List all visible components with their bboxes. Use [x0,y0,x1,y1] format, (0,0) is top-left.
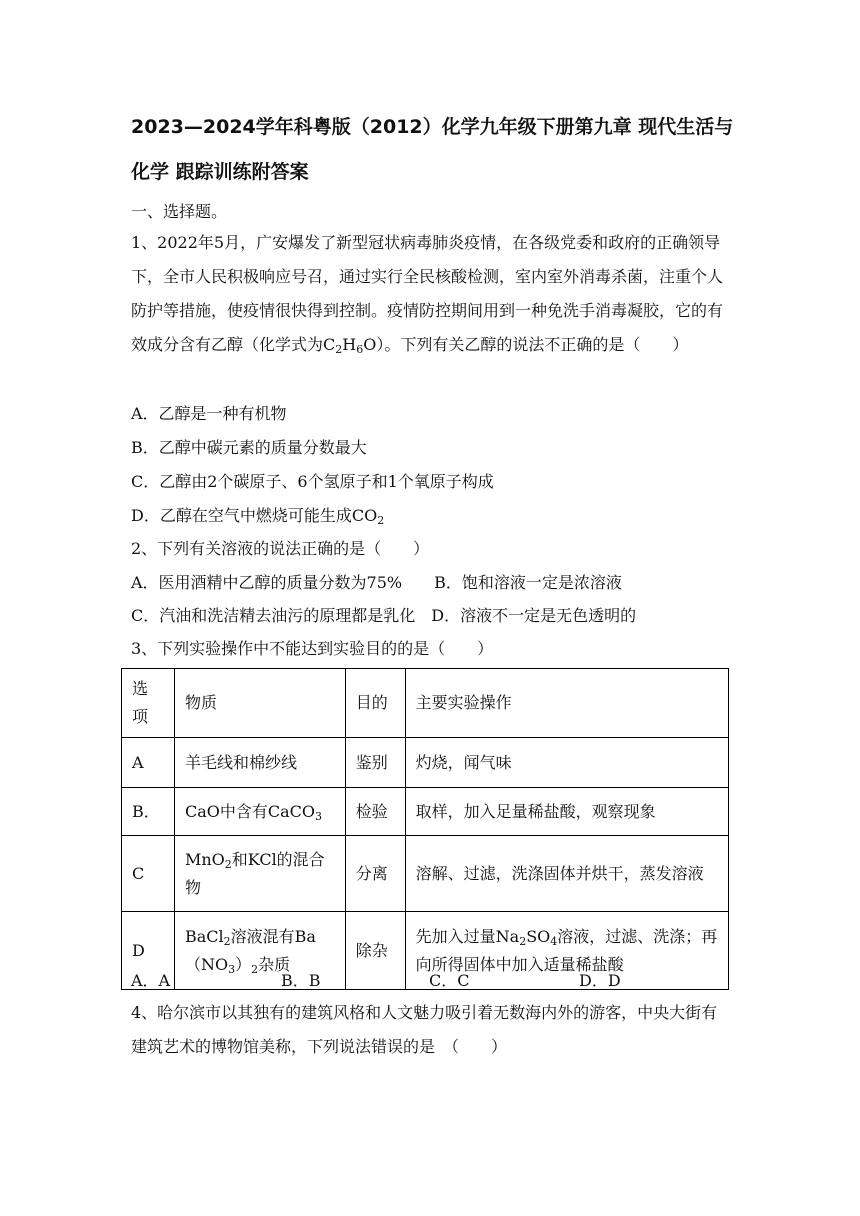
row-c-purpose: 分离 [345,836,405,912]
row-d-substance-a: BaCl [184,926,224,946]
q1-option-b: B．乙醇中碳元素的质量分数最大 [131,438,367,457]
table-row [122,788,729,836]
table-row [122,912,729,990]
q1-stem-part1: 1、2022年5月，广安爆发了新型冠状病毒肺炎疫情，在各级党委和政府的正确领导下，全市人民积极响应号召，通过实行全民核酸检测，室内室外消毒杀菌，注重个人防护等措施，使疫情很快得到控制。疫情防控期间用到一种免洗手消毒凝胶，它的有效成分含有乙醇（化学式为C [131,233,724,354]
row-d-substance-sub2: 3 [228,962,236,976]
document-title-line1: 2023—2024学年科粤版（2012）化学九年级下册第九章 现代生活与 [131,116,734,138]
q3-answer-d: D．D [579,971,621,990]
row-c-substance-sub: 2 [224,857,232,871]
row-c-option: C [122,836,175,912]
row-d-operation-b: SO [526,926,551,946]
row-b-purpose: 检验 [345,788,405,836]
q2-options-row2: C．汽油和洗洁精去油污的原理都是乳化 D．溶液不一定是无色透明的 [131,606,637,625]
q1-option-d-text: D．乙醇在空气中燃烧可能生成CO [131,506,378,525]
row-d-option: D [122,912,175,990]
document-title-line2: 化学 跟踪训练附答案 [131,161,309,183]
row-c-substance-b: 和KCl的混合物 [184,849,325,897]
row-d-operation-sub1: 2 [519,934,527,948]
row-d-purpose: 除杂 [345,912,405,990]
row-d-substance-sub1: 2 [223,934,231,948]
question-1-stem [131,226,731,362]
q1-sub-h: 6 [356,343,364,356]
row-d-substance-c: ） [235,954,252,974]
header-option: 选项 [122,669,175,738]
row-b-operation: 取样，加入足量稀盐酸，观察现象 [405,788,728,836]
row-c-substance-a: MnO [184,849,225,869]
row-d-operation-a: 先加入过量Na [415,926,520,946]
row-b-substance-sub: 3 [315,809,323,823]
row-d-substance-b: 溶液混有Ba（NO [184,926,316,974]
row-b-option: B． [122,788,175,836]
q1-option-d-sub: 2 [377,514,385,527]
row-c-operation: 溶解、过滤，洗涤固体并烘干，蒸发溶液 [405,836,728,912]
q3-answer-c: C．C [429,971,470,990]
q3-table [121,668,729,990]
header-substance: 物质 [174,669,345,738]
question-3-stem: 3、下列实验操作中不能达到实验目的的是（ ） [131,639,494,658]
table-row [122,836,729,912]
row-d-operation-c: 溶液，过滤、洗涤；再向所得固体中加入适量稀盐酸 [415,926,718,974]
q1-stem-part2: O）。下列有关乙醇的说法不正确的是（ ） [363,335,689,354]
question-2-stem: 2、下列有关溶液的说法正确的是（ ） [131,539,430,558]
row-d-substance-sub3: 2 [251,962,259,976]
row-d-operation-sub2: 4 [550,934,558,948]
header-purpose: 目的 [345,669,405,738]
question-4-stem: 4、哈尔滨市以其独有的建筑风格和人文魅力吸引着无数海内外的游客，中央大街有建筑艺术的博物馆美称，下列说法错误的是 （ ） [131,1003,718,1056]
q3-answer-b: B．B [281,971,321,990]
row-a-operation: 灼烧，闻气味 [405,738,728,788]
row-d-substance-d: 杂质 [258,954,291,974]
row-a-option: A [122,738,175,788]
q1-sub-c: 2 [335,343,343,356]
section-heading: 一、选择题。 [131,202,228,221]
row-a-substance: 羊毛线和棉纱线 [174,738,345,788]
q1-option-d [131,505,384,527]
q1-stem-h: H [342,335,357,354]
q1-option-a: A．乙醇是一种有机物 [131,404,287,423]
q3-answer-a: A．A [131,971,171,990]
q2-options-row1: A．医用酒精中乙醇的质量分数为75% B．饱和溶液一定是浓溶液 [131,573,622,592]
row-b-substance [174,788,345,836]
q1-option-c: C．乙醇由2个碳原子、6个氢原子和1个氧原子构成 [131,472,494,491]
table-header-row [122,669,729,738]
table-row [122,738,729,788]
header-operation: 主要实验操作 [405,669,728,738]
row-b-substance-text: CaO中含有CaCO [184,801,316,821]
row-c-substance [174,836,345,912]
row-a-purpose: 鉴别 [345,738,405,788]
